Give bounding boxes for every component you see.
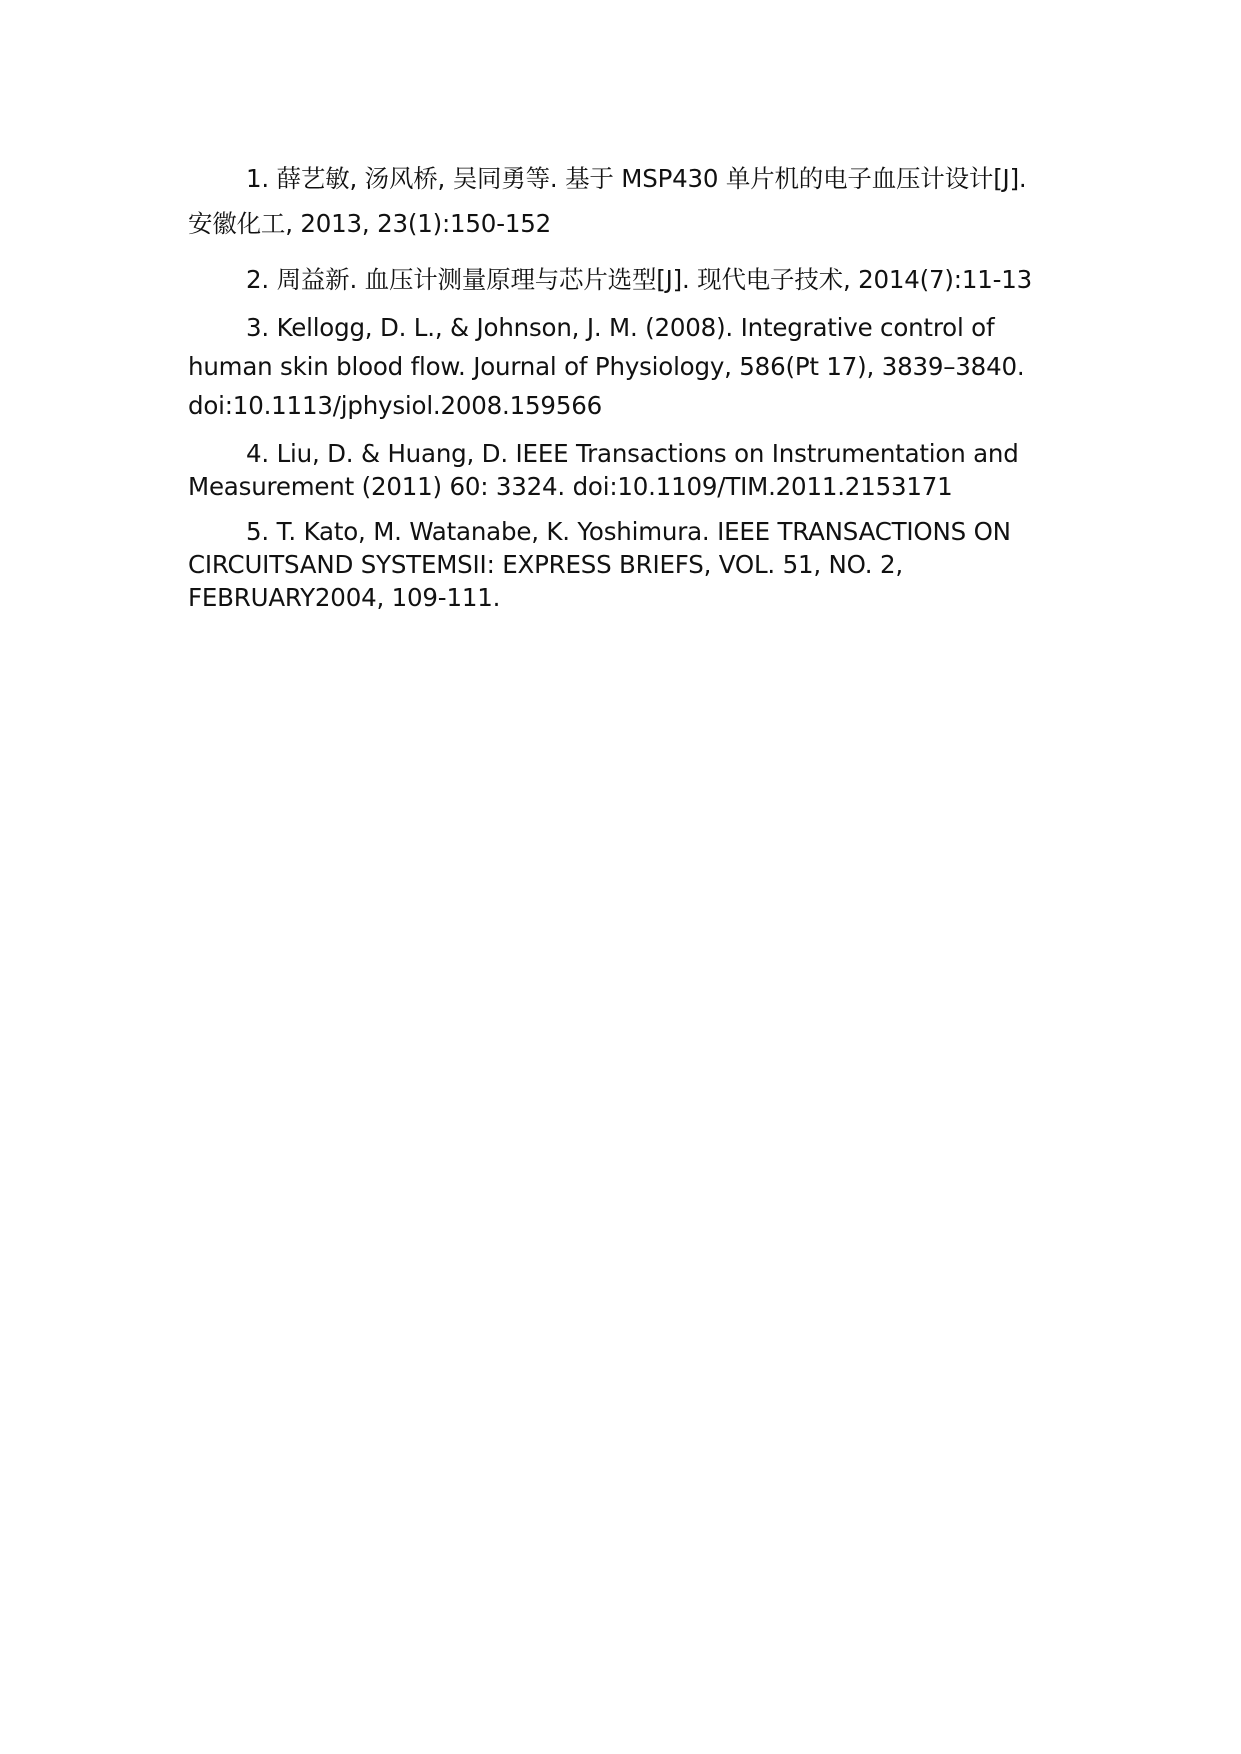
reference-item-1: 1. 薛艺敏, 汤风桥, 吴同勇等. 基于 MSP430 单片机的电子血压计设计[J]. 安徽化工, 2013, 23(1):150-152 (188, 164, 1027, 238)
reference-item-4: 4. Liu, D. & Huang, D. IEEE Transactions on Instrumentation and Measurement (2011) 60: 3324. doi:10.1109/TIM.2011.2153171 (188, 439, 1019, 501)
reference-item-2: 2. 周益新. 血压计测量原理与芯片选型[J]. 现代电子技术, 2014(7):11-13 (246, 265, 1033, 294)
reference-item-5: 5. T. Kato, M. Watanabe, K. Yoshimura. IEEE TRANSACTIONS ON CIRCUITSAND SYSTEMSII: EXPRESS BRIEFS, VOL. 51, NO. 2, FEBRUARY2004, 109-111. (188, 517, 1011, 612)
reference-list (188, 156, 1050, 614)
reference-item-3: 3. Kellogg, D. L., & Johnson, J. M. (2008). Integrative control of human skin blood flow. Journal of Physiology, 586(Pt 17), 3839–3840. doi:10.1113/jphysiol.2008.159566 (188, 313, 1025, 420)
